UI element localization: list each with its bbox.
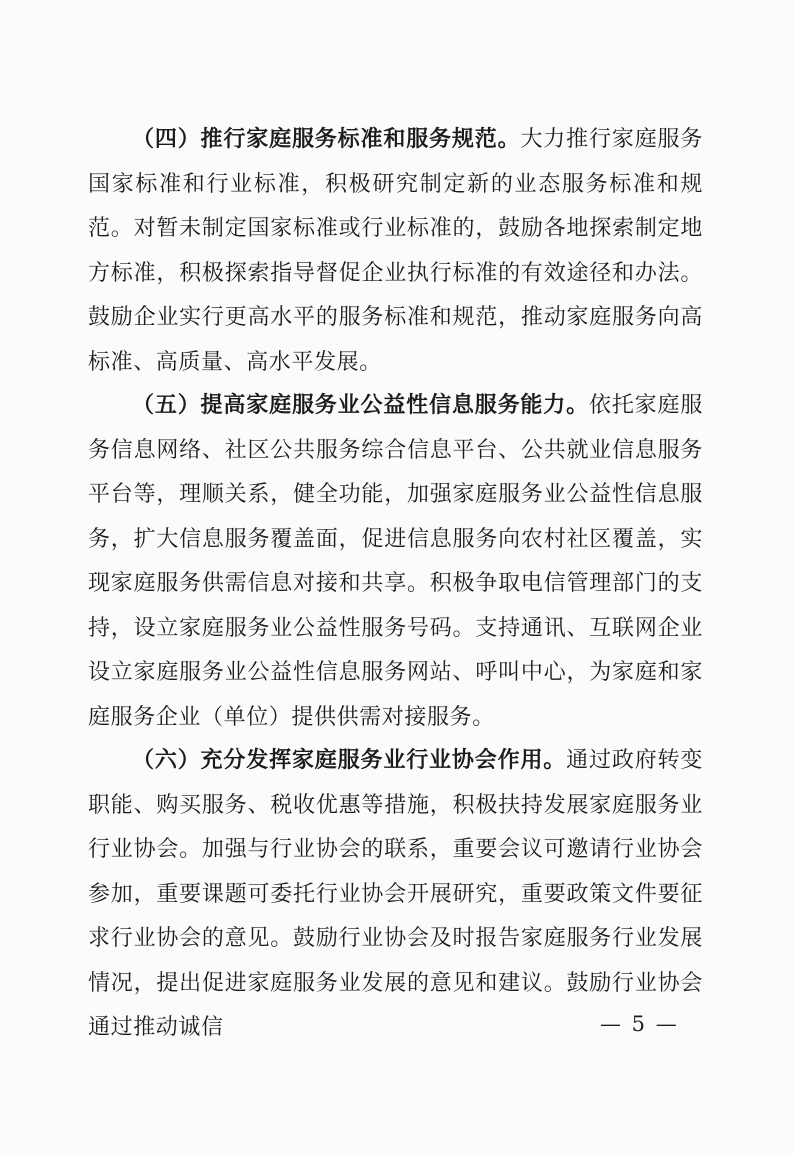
section-body-5: 依托家庭服务信息网络、社区公共服务综合信息平台、公共就业信息服务平台等，理顺关系，健全功能，加强家庭服务业公益性信息服务，扩大信息服务覆盖面，促进信息服务向农村社区覆盖，实现家庭服务供需信息对接和共享。积极争取电信管理部门的支持，设立家庭服务业公益性服务号码。支持通讯、互联网企业设立家庭服务业公益性信息服务网站、呼叫中心，为家庭和家庭服务企业（单位）提供供需对接服务。 bbox=[88, 393, 703, 730]
section-heading-6: （六）充分发挥家庭服务业行业协会作用。 bbox=[132, 747, 567, 773]
section-heading-5: （五）提高家庭服务业公益性信息服务能力。 bbox=[132, 392, 589, 418]
section-body-4: 大力推行家庭服务国家标准和行业标准，积极研究制定新的业态服务标准和规范。对暂未制定国家标准或行业标准的，鼓励各地探索制定地方标准，积极探索指导督促企业执行标准的有效途径和办法。鼓励企业实行更高水平的服务标准和规范，推动家庭服务向高标准、高质量、高水平发展。 bbox=[88, 127, 703, 375]
paragraph-information-service bbox=[88, 383, 703, 740]
section-heading-4: （四）推行家庭服务标准和服务规范。 bbox=[132, 126, 521, 152]
section-body-6: 通过政府转变职能、购买服务、税收优惠等措施，积极扶持发展家庭服务业行业协会。加强与行业协会的联系，重要会议可邀请行业协会参加，重要课题可委托行业协会开展研究，重要政策文件要征求行业协会的意见。鼓励行业协会及时报告家庭服务行业发展情况，提出促进家庭服务业发展的意见和建议。鼓励行业协会通过推动诚信 bbox=[88, 748, 703, 1040]
paragraph-industry-association bbox=[88, 738, 703, 1051]
paragraph-standards bbox=[88, 117, 703, 385]
page-number: — 5 — bbox=[600, 1012, 679, 1036]
